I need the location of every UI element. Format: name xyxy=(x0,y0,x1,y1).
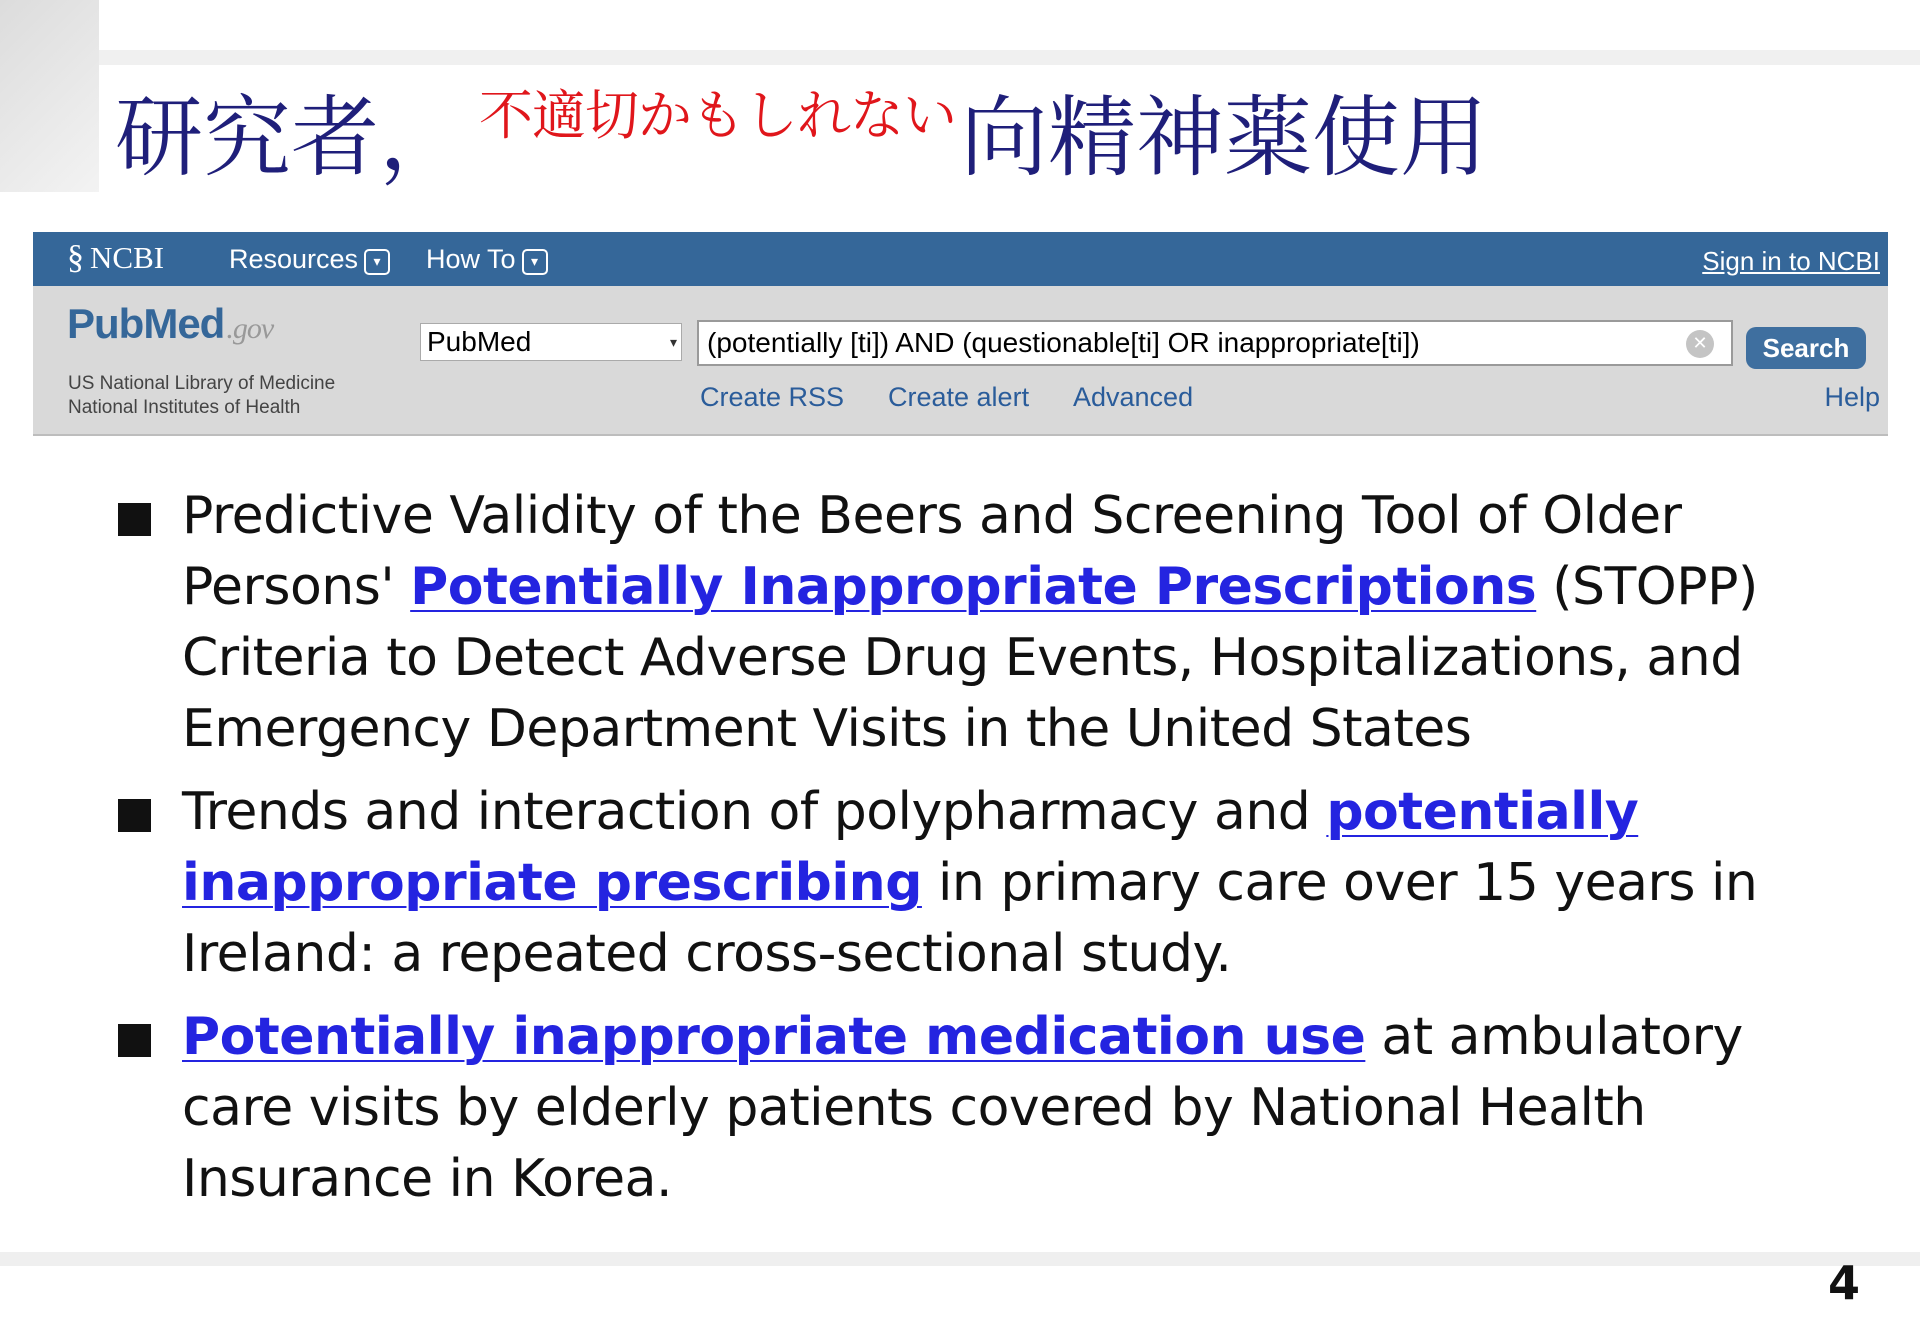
nav-resources[interactable] xyxy=(229,244,390,275)
result-link[interactable]: potentially inappropriate prescribing xyxy=(182,782,1639,913)
dna-helix-icon: § xyxy=(67,239,84,276)
pubmed-logo[interactable] xyxy=(67,300,273,348)
database-select[interactable] xyxy=(420,323,682,361)
help-link[interactable]: Help xyxy=(1824,382,1880,412)
create-rss-link[interactable]: Create RSS xyxy=(700,382,845,412)
pubmed-logo-med: Med xyxy=(143,300,225,347)
nav-resources-label: Resources xyxy=(229,244,359,274)
square-bullet-icon xyxy=(118,799,151,832)
nlm-label: US National Library of Medicine xyxy=(68,373,336,394)
slide-top-band xyxy=(99,50,1920,65)
slide-bottom-band xyxy=(0,1252,1920,1266)
nav-how-to-label: How To xyxy=(426,244,516,274)
title-main: 研究者， xyxy=(115,86,468,189)
list-item xyxy=(118,1002,1818,1215)
pubmed-search-screenshot xyxy=(33,232,1888,436)
advanced-link[interactable]: Advanced xyxy=(1073,382,1194,412)
database-select-value: PubMed xyxy=(427,326,532,357)
create-alert-link[interactable]: Create alert xyxy=(888,382,1030,412)
result-text-after: at ambulatory care visits by elderly patients covered by National Health Insurance in Korea. xyxy=(182,1007,1743,1209)
square-bullet-icon xyxy=(118,1024,151,1057)
ncbi-logo[interactable] xyxy=(67,239,164,277)
ncbi-logo-text: NCBI xyxy=(90,240,165,275)
nav-how-to[interactable] xyxy=(426,244,548,275)
result-link[interactable]: Potentially inappropriate medication use xyxy=(182,1007,1366,1067)
square-bullet-icon xyxy=(118,503,151,536)
title-highlight: 不適切かもしれない xyxy=(479,84,957,147)
list-item xyxy=(118,777,1818,990)
result-text-after: (STOPP) Criteria to Detect Adverse Drug Events, Hospitalizations, and Emergency Department Visits in the United States xyxy=(182,557,1758,759)
ncbi-top-bar xyxy=(33,232,1888,286)
result-text-before: Predictive Validity of the Beers and Screening Tool of Older Persons' xyxy=(182,486,1682,617)
list-item xyxy=(118,481,1818,765)
clear-search-icon[interactable]: ✕ xyxy=(1686,330,1714,358)
chevron-down-icon: ▾ xyxy=(364,249,390,275)
select-caret-icon: ▾ xyxy=(669,334,677,350)
pubmed-logo-gov: .gov xyxy=(226,312,274,345)
result-text-after: in primary care over 15 years in Ireland: a repeated cross-sectional study. xyxy=(182,853,1758,984)
result-text-before: Trends and interaction of polypharmacy and xyxy=(182,782,1327,842)
search-button[interactable]: Search xyxy=(1746,327,1866,369)
result-link[interactable]: Potentially Inappropriate Prescriptions xyxy=(410,557,1537,617)
sign-in-link[interactable]: Sign in to NCBI xyxy=(1702,246,1880,276)
title-rest: 向精神薬使用 xyxy=(960,86,1489,189)
slide-corner-decoration xyxy=(0,0,99,192)
chevron-down-icon: ▾ xyxy=(522,249,548,275)
page-number: 4 xyxy=(1827,1256,1860,1310)
slide-title xyxy=(115,68,1489,189)
nih-label: National Institutes of Health xyxy=(68,397,301,418)
pubmed-logo-pub: Pub xyxy=(67,300,144,347)
result-list xyxy=(118,481,1818,1227)
search-input[interactable]: (potentially [ti]) AND (questionable[ti] OR inappropriate[ti]) xyxy=(697,320,1733,366)
